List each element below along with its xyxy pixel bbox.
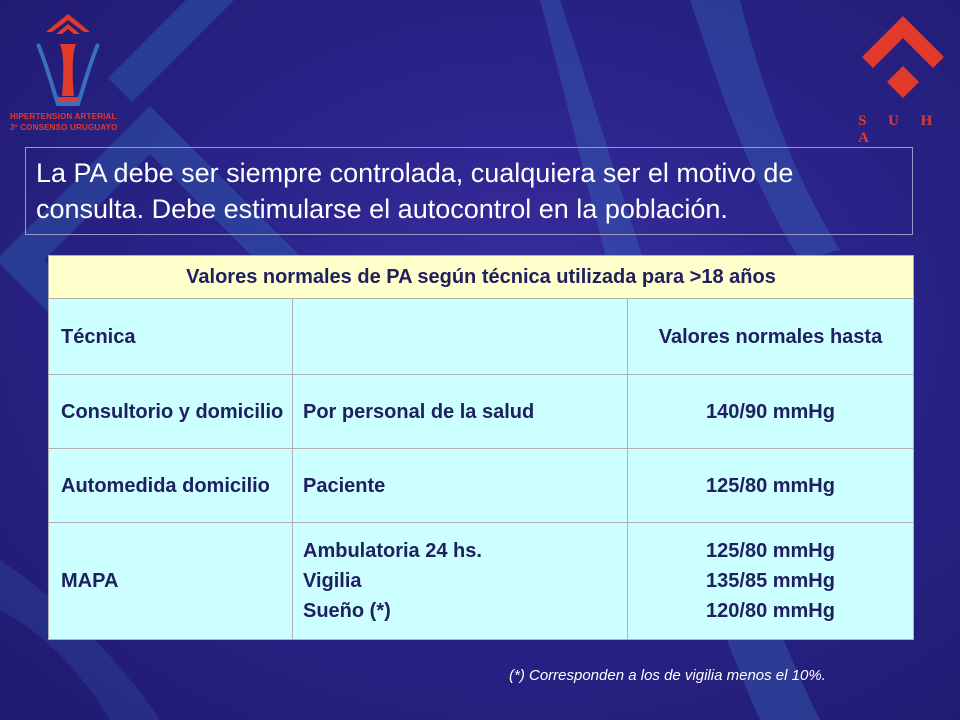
row-by-line: Ambulatoria 24 hs. — [303, 540, 482, 562]
chevron-diamond-icon — [858, 14, 948, 109]
header-tecnica: Técnica — [49, 299, 293, 375]
logo-line-2: 3º CONSENSO URUGUAYO — [10, 123, 118, 132]
header-empty — [293, 299, 628, 375]
pa-values-table — [48, 255, 914, 640]
suha-label: S U H A — [858, 113, 942, 146]
row-by — [293, 523, 628, 640]
row-value: 140/90 mmHg — [628, 375, 914, 449]
statement-box: La PA debe ser siempre controlada, cualquiera ser el motivo de consulta. Debe estimularse el autocontrol en la población. — [25, 147, 913, 235]
row-by: Por personal de la salud — [293, 375, 628, 449]
logo-line-1: HIPERTENSION ARTERIAL — [10, 112, 117, 121]
row-technique: Consultorio y domicilio — [49, 375, 293, 449]
footnote: (*) Corresponden a los de vigilia menos el 10%. — [509, 667, 826, 684]
table-row — [49, 449, 914, 523]
row-technique: Automedida domicilio — [49, 449, 293, 523]
row-by: Paciente — [293, 449, 628, 523]
row-by-line: Sueño (*) — [303, 600, 391, 622]
table-header-row — [49, 299, 914, 375]
hipertension-logo — [8, 14, 128, 139]
row-value-line: 125/80 mmHg — [706, 540, 835, 562]
table-title: Valores normales de PA según técnica utilizada para >18 años — [49, 256, 914, 299]
table-row — [49, 523, 914, 640]
torch-emblem-icon — [8, 14, 128, 114]
row-value: 125/80 mmHg — [628, 449, 914, 523]
header-valores: Valores normales hasta — [628, 299, 914, 375]
row-value-line: 120/80 mmHg — [706, 600, 835, 622]
row-technique: MAPA — [49, 523, 293, 640]
table-title-row — [49, 256, 914, 299]
row-by-line: Vigilia — [303, 570, 362, 592]
row-value — [628, 523, 914, 640]
table-row — [49, 375, 914, 449]
row-value-line: 135/85 mmHg — [706, 570, 835, 592]
